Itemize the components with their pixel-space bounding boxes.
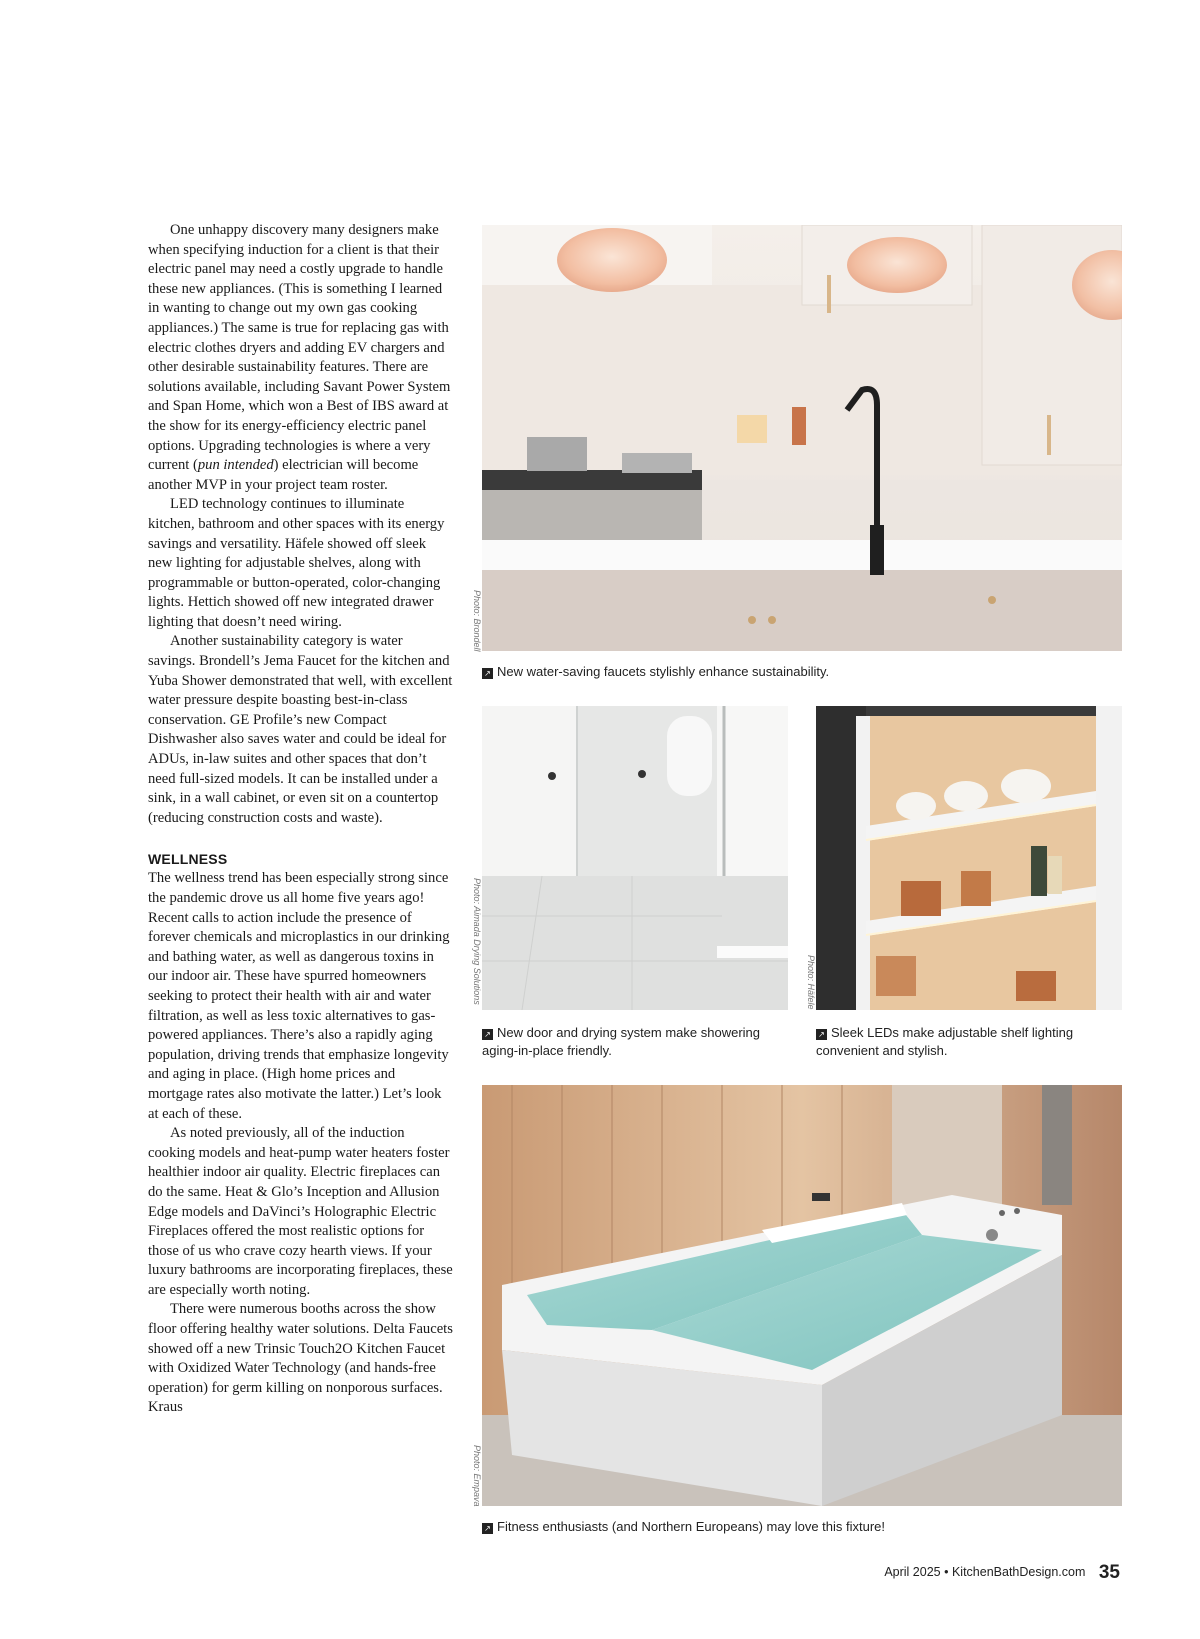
photo-caption: ↗ Sleek LEDs make adjustable shelf lighting convenient and stylish. [816, 1025, 1074, 1058]
photo-credit: Photo: Häfele [806, 955, 816, 1010]
arrow-up-right-icon: ↗ [482, 668, 493, 679]
paragraph: As noted previously, all of the induction cooking models and heat-pump water heaters foster healthier indoor air quality. Electric fireplaces can do the same. Heat & Glo’s Inception and Allusion Edge models and DaVinci’s Holographic Electric Fireplaces offered the most realistic options for those of us who crave cozy hearth views. If your luxury bathrooms are incorporating fireplaces, these are especially worth noting. [148, 1125, 453, 1298]
paragraph: There were numerous booths across the show floor offering healthy water solutions. Delta Faucets showed off a new Trinsic Touch2O Kitchen Faucet with Oxidized Water Technology (and hands-free operation) for germ killing on nonporous surfaces. Kraus [148, 1301, 453, 1416]
photo-credit: Photo: Brondell [472, 590, 482, 652]
kitchen-photo [482, 225, 1122, 651]
arrow-up-right-icon: ↗ [816, 1029, 827, 1040]
page-number: 35 [1098, 1562, 1120, 1583]
footer-separator: • [944, 1565, 949, 1579]
site-name: KitchenBathDesign.com [951, 1565, 1086, 1579]
tub-photo [482, 1085, 1122, 1506]
paragraph: Another sustainability category is water savings. Brondell’s Jema Faucet for the kitchen and Yuba Shower demonstrated that well, with excellent water pressure despite boasting best-in-class conservation. GE Profile’s new Compact Dishwasher also saves water and could be ideal for ADUs, in-law suites and other spaces that don’t need full-sized models. It can be installed under a sink, in a wall cabinet, or even sit on a countertop (reducing construction costs and waste). [148, 633, 453, 826]
photo-credit: Photo: Aimada Drying Solutions [472, 878, 482, 1005]
issue-date: April 2025 [884, 1565, 941, 1579]
photo-caption: ↗ New water-saving faucets stylishly enhance sustainability. [482, 663, 1122, 681]
shelf-photo [816, 706, 1122, 1010]
photo-caption: ↗ Fitness enthusiasts (and Northern Europeans) may love this fixture! [482, 1518, 1122, 1536]
article-body [148, 221, 453, 1418]
section-heading: WELLNESS [148, 851, 228, 868]
photo-credit: Photo: Empava [472, 1445, 482, 1507]
paragraph: One unhappy discovery many designers make when specifying induction for a client is that their electric panel may need a costly upgrade to handle these new appliances. (This is something I learned in wanting to change out my own gas cooking appliances.) The same is true for replacing gas with electric clothes dryers and adding EV chargers and other desirable sustainability features. There are solutions available, including Savant Power System and Span Home, which won a Best of IBS award at the show for its energy-efficiency electric panel options. Upgrading technologies is where a very current (pun intended) electrician will become another MVP in your project team roster. [148, 222, 451, 493]
photo-caption: ↗ New door and drying system make showering aging-in-place friendly. [482, 1025, 761, 1058]
arrow-up-right-icon: ↗ [482, 1029, 493, 1040]
paragraph: The wellness trend has been especially strong since the pandemic drove us all home five years ago! Recent calls to action include the presence of forever chemicals and microplastics in our drinking and bathing water, as well as dangerous toxins in our indoor air. These have spurred homeowners seeking to protect their health with air and water filtration, as well as less toxic alternatives to gas-powered appliances. There’s also a rapidly aging population, driving trends that emphasize longevity and aging in place. (High home prices and mortgage rates also motivate the latter.) Let’s look at each of these. [148, 870, 450, 1122]
shower-photo [482, 706, 788, 1010]
arrow-up-right-icon: ↗ [482, 1523, 493, 1534]
paragraph: LED technology continues to illuminate kitchen, bathroom and other spaces with its energy savings and versatility. Häfele showed off sleek new lighting for adjustable shelves, along with programmable or button-operated, color-changing lights. Hettich showed off new integrated drawer lighting that doesn’t need wiring. [148, 496, 445, 630]
page-footer [884, 1562, 1120, 1584]
